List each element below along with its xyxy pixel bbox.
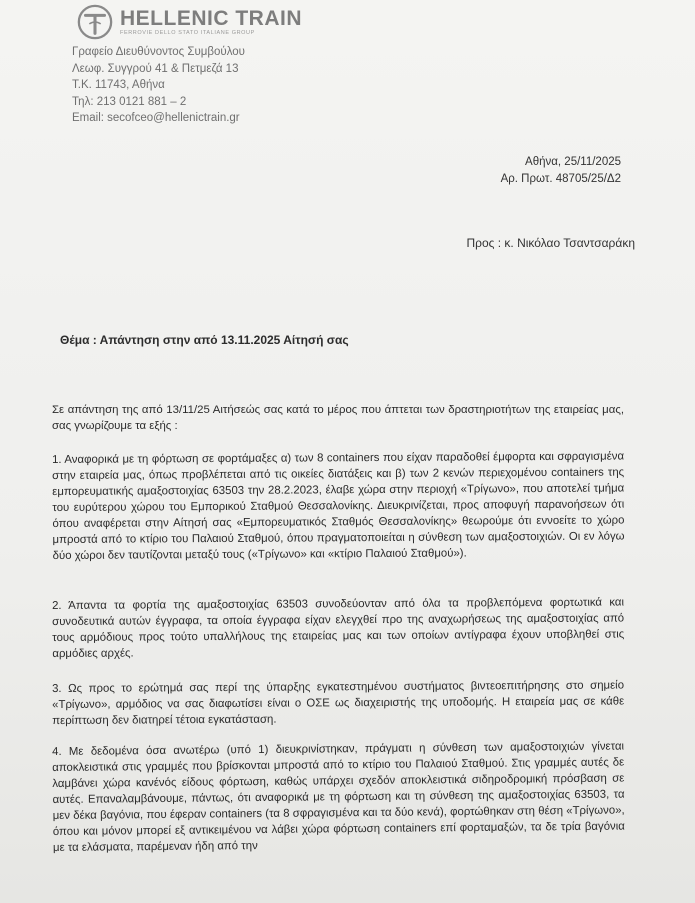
sender-office: Γραφείο Διευθύνοντος Συμβούλου — [72, 46, 245, 58]
logo-text — [120, 8, 302, 37]
subject-line: Θέμα : Απάντηση στην από 13.11.2025 Αίτησή σας — [60, 333, 349, 347]
logo-wordmark: HELLENIC TRAIN — [120, 6, 302, 30]
logo-tagline: FERROVIE DELLO STATO ITALIANE GROUP — [120, 29, 255, 36]
company-logo — [76, 2, 302, 42]
body-paragraph-1: 1. Αναφορικά με τη φόρτωση σε φορτάμαξες α) των 8 containers που είχαν παραδοθεί έμφορτα και σφραγισμένα στην εταιρεία μας, όπως προβλέπεται από τις οικείες διατάξεις και β) των 2 κενών περιεχομένου containers της εμπορευματικής αμαξοστοιχίας 63503 την 28.2.2023, έλαβε χώρα στην περιοχή «Τρίγωνο», που αποτελεί τμήμα του ευρύτερου χώρου του Εμπορικού Σταθμού Θεσσαλονίκης. Διευκρινίζεται, προς αποφυγή παρανοήσεων ότι όπου αναφέρεται στην Αίτησή σας «Εμπορευματικός Σταθμός Θεσσαλονίκης» θεωρούμε ότι εννοείτε το χώρο μπροστά από το κτίριο του Παλαιού Σταθμού, όπου πραγματοποιείται η σύνθεση των αμαξοστοιχιών. Οι εν λόγω δύο χώροι δεν ταυτίζονται μεταξύ τους («Τρίγωνο» και «κτίριο Παλαιού Σταθμού»). — [52, 450, 625, 562]
body-intro: Σε απάντηση της από 13/11/25 Αιτήσεώς σας κατά το μέρος που άπτεται των δραστηριοτήτων της εταιρείας μας, σας γνωρίζουμε τα εξής : — [52, 404, 624, 432]
hellenic-train-logo-icon — [76, 3, 114, 41]
sender-email: Email: secofceo@hellenictrain.gr — [72, 112, 240, 125]
sender-address-line1: Λεωφ. Συγγρού 41 & Πετμεζά 13 — [72, 62, 239, 75]
body-paragraph-4: 4. Με δεδομένα όσα ανωτέρω (υπό 1) διευκρινίστηκαν, πράγματι η σύνθεση των αμαξοστοιχιών γίνεται αποκλειστικά στις γραμμές που βρίσκονται μπροστά από το κτίριο του Παλαιού Σταθμού. Στις γραμμές αυτές δε λαμβάνει χώρα κανένός είδους φόρτωση, καθώς υπάρχει σχεδόν αποκλειστικά σιδηροδρομική πρόσβαση σε αυτές. Επαναλαμβάνουμε, πάντως, ότι αναφορικά με τη φόρτωση και τη σύνθεση της αμαξοστοιχίας 63503, τα μεν δέκα βαγόνια, που έφεραν containers (τα 8 σφραγισμένα και τα δύο κενά), φορτώθηκαν στη θέση «Τρίγωνο», όπου και μόνον μπορεί εξ αντικειμένου να λάβει χώρα φόρτωση containers επί φορταμαξών, τα δε τρία βαγόνια με τα ελάσματα, παρέμεναν ήδη από την — [52, 740, 625, 854]
date-protocol-block — [501, 154, 621, 188]
protocol-number: Αρ. Πρωτ. 48705/25/Δ2 — [500, 173, 621, 185]
letter-date: Αθήνα, 25/11/2025 — [525, 156, 621, 168]
sender-phone: Τηλ: 213 0121 881 – 2 — [72, 95, 187, 108]
sender-address-line2: Τ.Κ. 11743, Αθήνα — [72, 79, 165, 92]
body-paragraph-2: 2. Άπαντα τα φορτία της αμαξοστοιχίας 63503 συνοδεύονταν από όλα τα προβλεπόμενα φορτωτικά και συνοδευτικά αυτών έγγραφα, τα οποία έγγραφα είχαν ελεγχθεί προ της αναχωρήσεως της αμαξοστοιχίας από τους αρμόδιους προς τούτο υπαλλήλους της εταιρείας μας και των οποίων αντίγραφα έχουν υποβληθεί στις αρμόδιες αρχές. — [52, 596, 625, 660]
recipient-line: Προς : κ. Νικόλαο Τσαντσαράκη — [466, 236, 635, 250]
body-paragraph-3: 3. Ως προς το ερώτημά σας περί της ύπαρξης εγκατεστημένου συστήματος βιντεοεπιτήρησης στο σημείο «Τρίγωνο», αρμόδιος να σας διαφωτίσει είναι ο ΟΣΕ ως διαχειριστής της υποδομής. Η εταιρεία μας σε κάθε περίπτωση δεν διατηρεί τέτοια εγκατάσταση. — [52, 679, 625, 727]
sender-block — [72, 44, 245, 127]
